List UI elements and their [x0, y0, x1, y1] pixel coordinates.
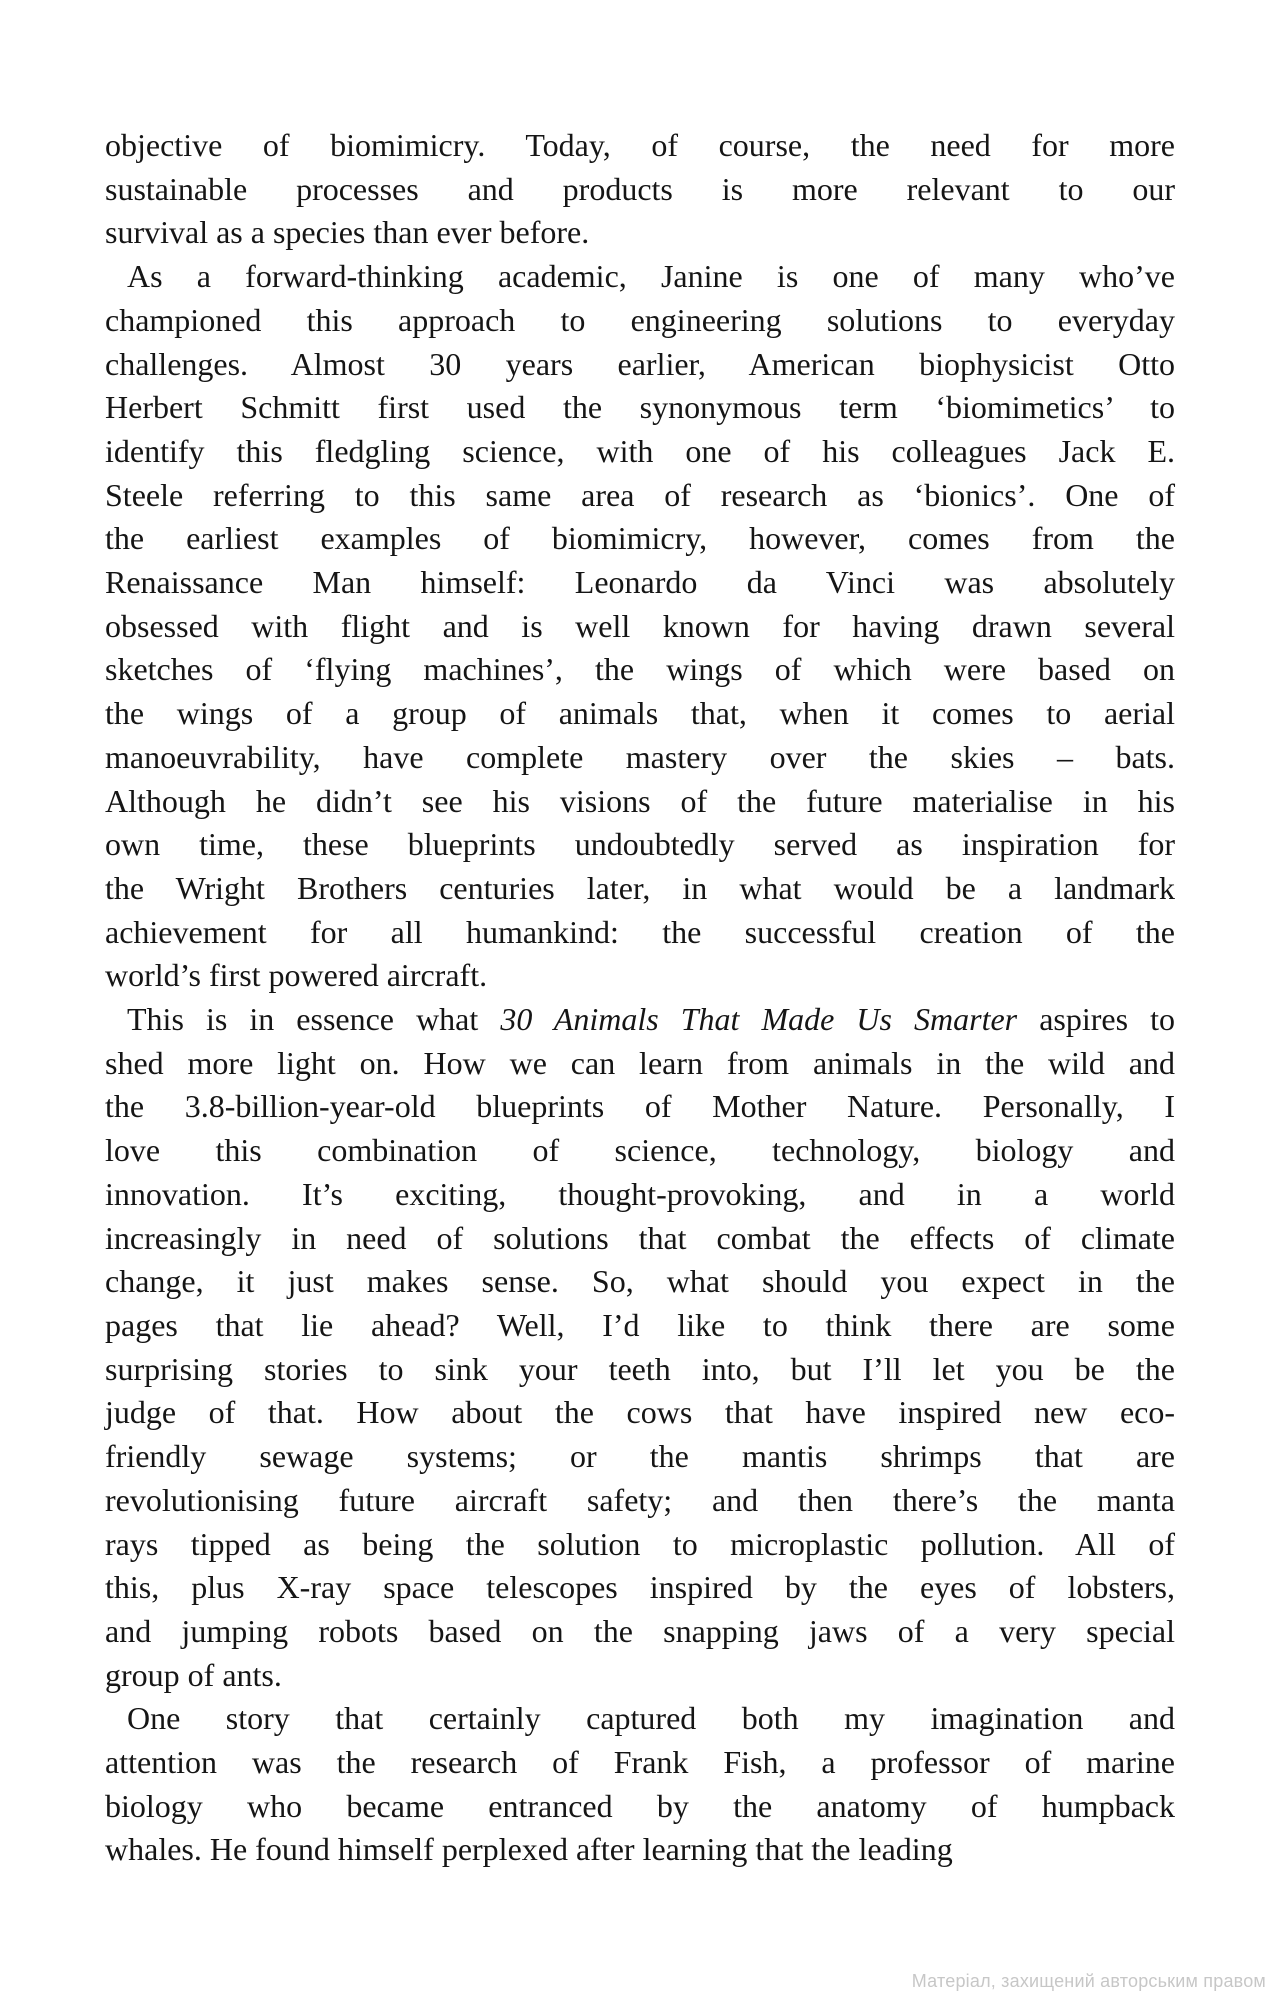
paragraph-4 [105, 1697, 1175, 1872]
text-line [105, 998, 1175, 1042]
text-line: this, plus X-ray space telescopes inspired by the eyes of lobsters, [105, 1569, 1175, 1606]
copyright-watermark: Матеріал, захищений авторським правом [911, 1971, 1266, 1991]
text-line: friendly sewage systems; or the mantis shrimps that are [105, 1438, 1175, 1475]
text-line: increasingly in need of solutions that combat the effects of climate [105, 1219, 1175, 1256]
text-line: obsessed with flight and is well known for having drawn several [105, 607, 1175, 644]
text-line: pages that lie ahead? Well, I’d like to think there are some [105, 1306, 1175, 1343]
text-line: rays tipped as being the solution to microplastic pollution. All of [105, 1525, 1175, 1562]
text-line: biology who became entranced by the anatomy of humpback [105, 1787, 1175, 1824]
text-line: Herbert Schmitt first used the synonymous term ‘biomimetics’ to [105, 389, 1175, 426]
page-text [105, 124, 1175, 1872]
text-line: own time, these blueprints undoubtedly served as inspiration for [105, 826, 1175, 863]
text-line: the 3.8-billion-year-old blueprints of Mother Nature. Personally, I [105, 1088, 1175, 1125]
text-line: Although he didn’t see his visions of the future materialise in his [105, 782, 1175, 819]
text-line: love this combination of science, technology, biology and [105, 1132, 1175, 1169]
text-line: shed more light on. How we can learn from animals in the wild and [105, 1044, 1175, 1081]
text-line: survival as a species than ever before. [105, 214, 590, 251]
book-title-italic: 30 Animals That Made Us Smarter [500, 1001, 1018, 1038]
text-run: This is in essence what [127, 1001, 501, 1038]
text-line: objective of biomimicry. Today, of course, the need for more [105, 127, 1175, 163]
text-line: challenges. Almost 30 years earlier, American biophysicist Otto [105, 345, 1175, 382]
text-line: Steele referring to this same area of research as ‘bionics’. One of [105, 476, 1175, 513]
text-line: achievement for all humankind: the successful creation of the [105, 913, 1175, 950]
text-line: judge of that. How about the cows that have inspired new eco- [105, 1394, 1175, 1431]
text-line: As a forward-thinking academic, Janine is one of many who’ve [127, 258, 1175, 295]
text-line: the earliest examples of biomimicry, however, comes from the [105, 520, 1175, 557]
text-line: the wings of a group of animals that, when it comes to aerial [105, 695, 1175, 732]
text-line: championed this approach to engineering solutions to everyday [105, 301, 1175, 338]
text-line: Renaissance Man himself: Leonardo da Vinci was absolutely [105, 564, 1175, 601]
text-line: the Wright Brothers centuries later, in what would be a landmark [105, 869, 1175, 906]
text-line: identify this fledgling science, with one of his colleagues Jack E. [105, 432, 1175, 469]
text-line: surprising stories to sink your teeth into, but I’ll let you be the [105, 1350, 1175, 1387]
paragraph-2 [105, 255, 1175, 998]
text-line: attention was the research of Frank Fish, a professor of marine [105, 1744, 1175, 1781]
text-line: change, it just makes sense. So, what should you expect in the [105, 1263, 1175, 1300]
text-line: manoeuvrability, have complete mastery over the skies – bats. [105, 738, 1175, 775]
paragraph-1 [105, 124, 1175, 255]
text-line: revolutionising future aircraft safety; and then there’s the manta [105, 1481, 1175, 1518]
text-line: whales. He found himself perplexed after learning that the leading [105, 1831, 953, 1868]
text-run: aspires to [1017, 1001, 1176, 1038]
text-line: world’s first powered aircraft. [105, 957, 488, 994]
text-line: innovation. It’s exciting, thought-provoking, and in a world [105, 1175, 1175, 1212]
paragraph-3 [105, 998, 1175, 1697]
text-line: and jumping robots based on the snapping jaws of a very special [105, 1612, 1175, 1649]
text-line: sustainable processes and products is more relevant to our [105, 170, 1175, 207]
text-line: One story that certainly captured both my imagination and [127, 1700, 1175, 1737]
text-line: sketches of ‘flying machines’, the wings of which were based on [105, 651, 1175, 688]
text-line: group of ants. [105, 1656, 282, 1693]
